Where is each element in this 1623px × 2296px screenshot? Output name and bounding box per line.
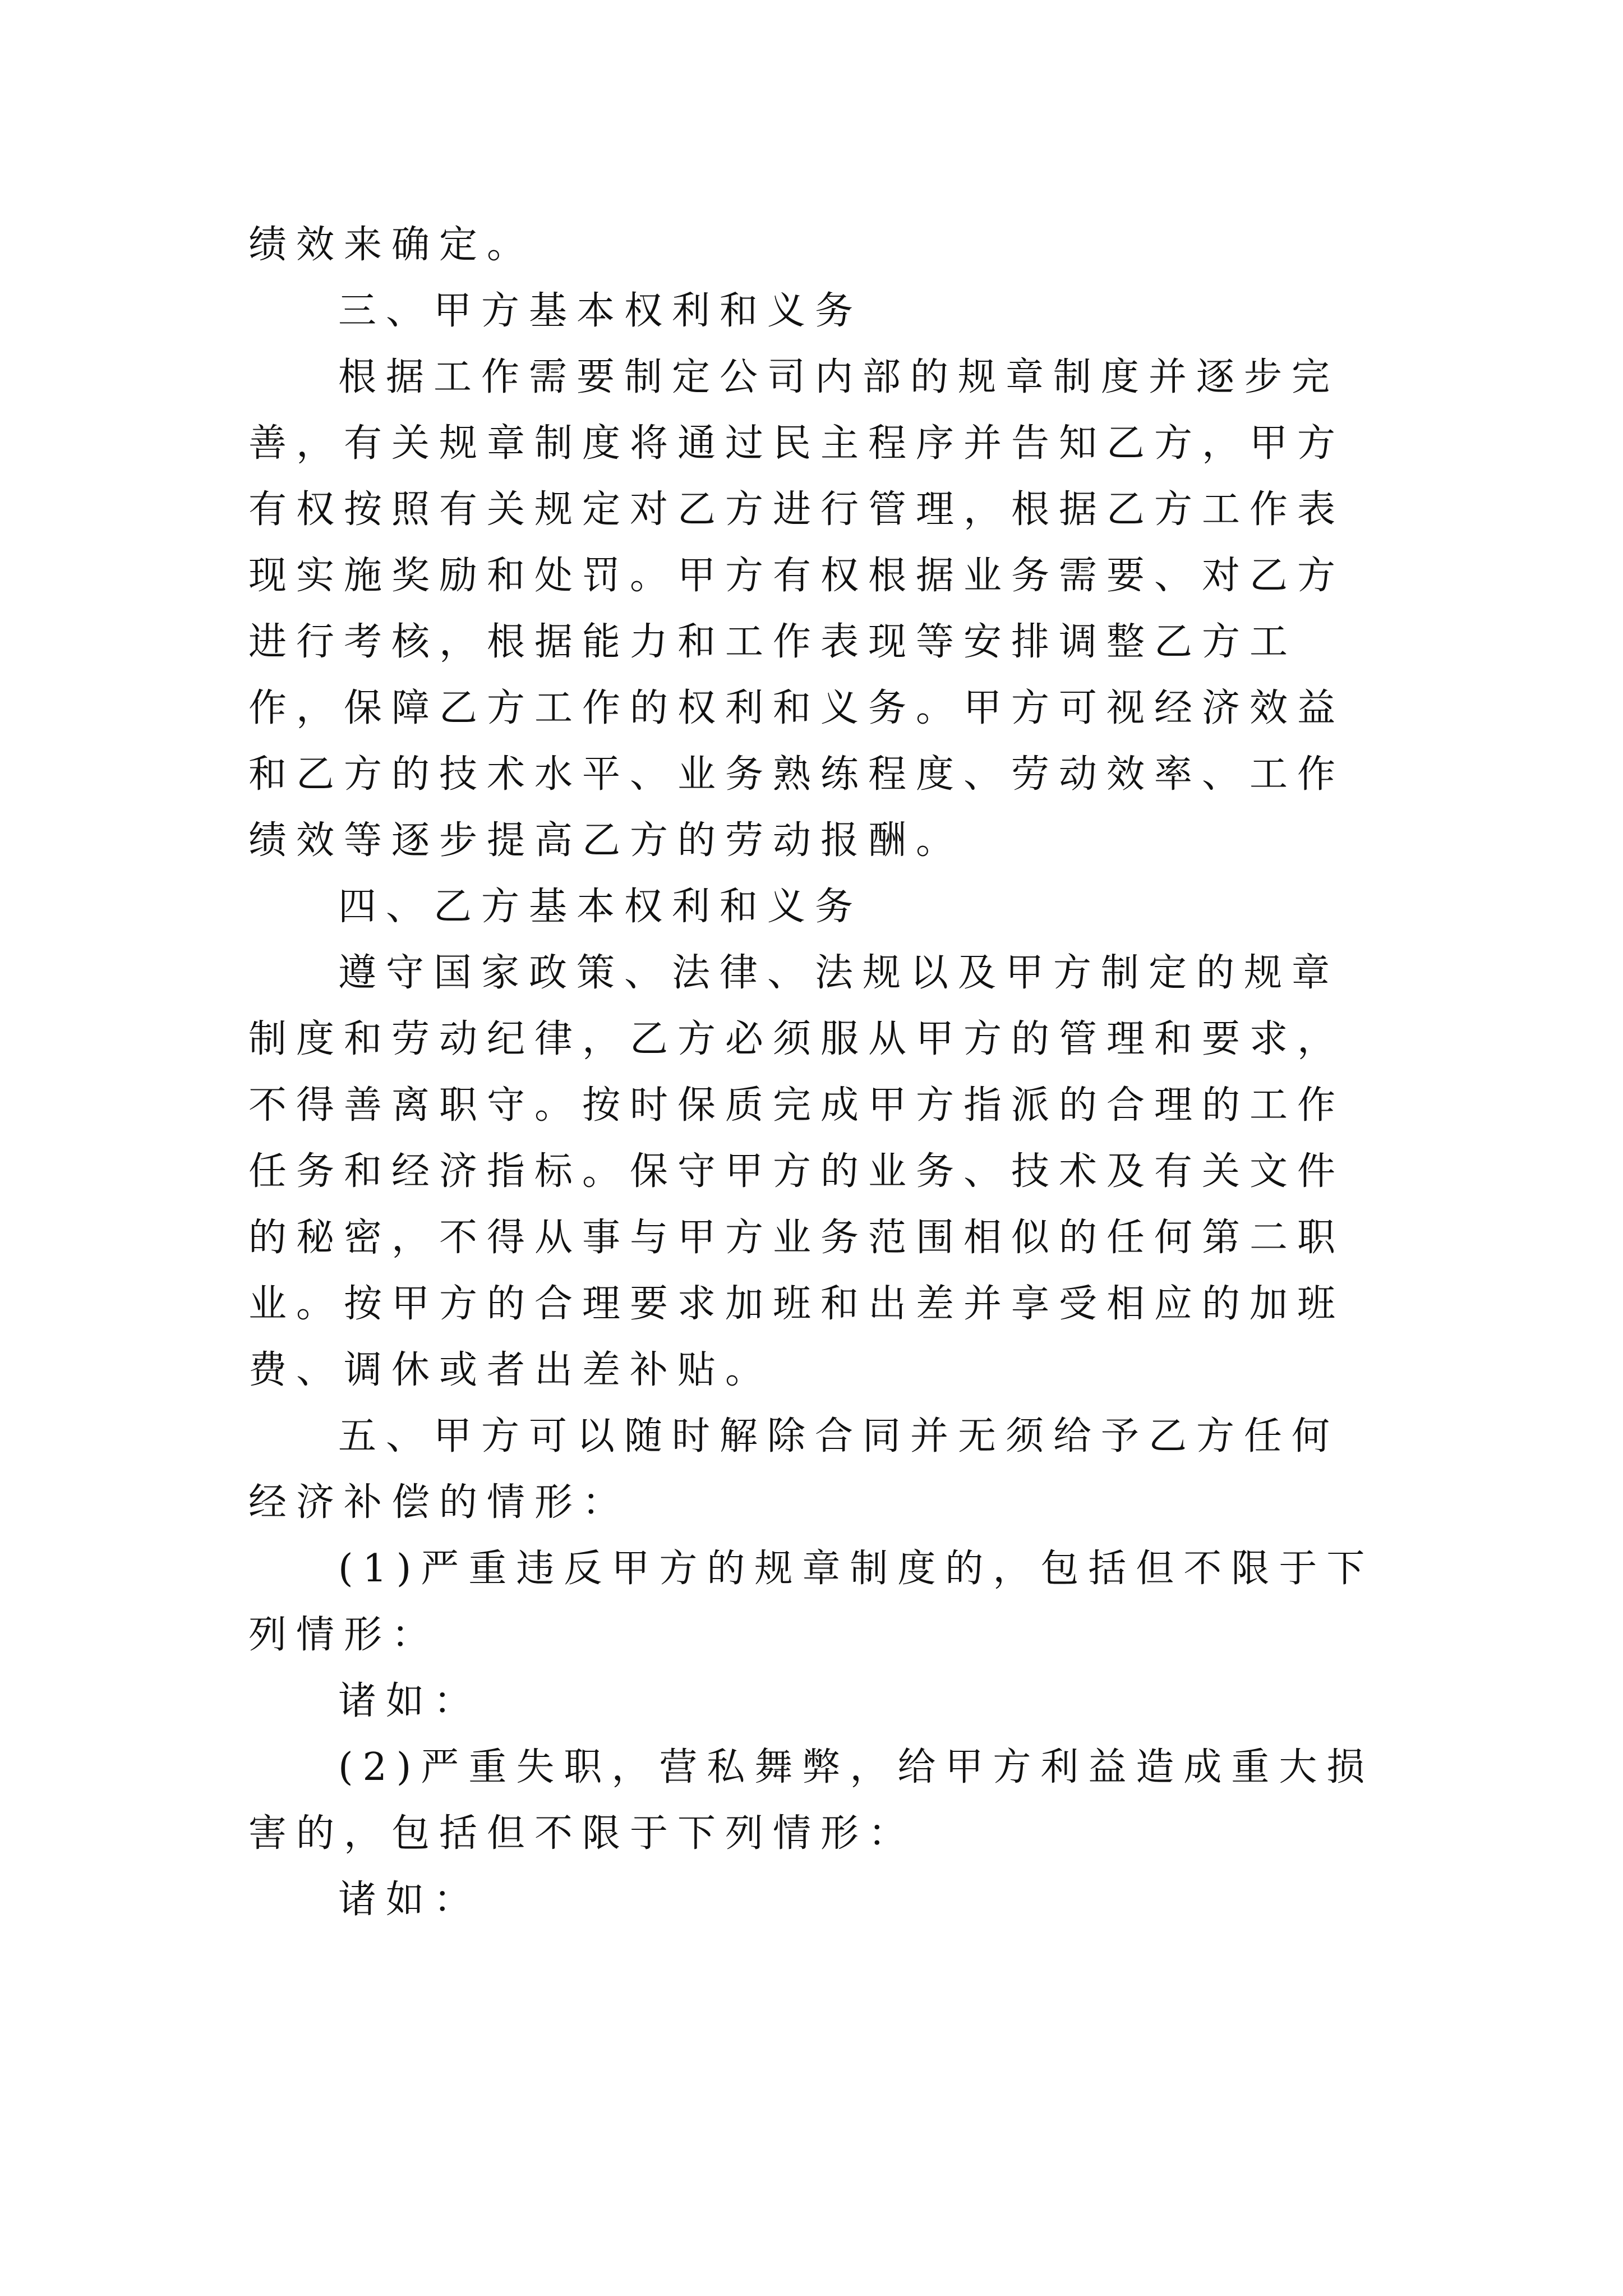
section-heading-3: 三、甲方基本权利和义务 <box>338 289 863 333</box>
example-label-1: 诸如： <box>338 1679 482 1723</box>
list-item-1: (1)严重违反甲方的规章制度的，包括但不限于下列情形： <box>248 1547 1375 1657</box>
section-heading-5: 五、甲方可以随时解除合同并无须给予乙方任何经济补偿的情形： <box>248 1414 1340 1525</box>
paragraph-employer-rights: 根据工作需要制定公司内部的规章制度并逐步完善，有关规章制度将通过民主程序并告知乙方，甲方有权按照有关规定对乙方进行管理，根据乙方工作表现实施奖励和处罚。甲方有权根据业务需要、对乙方进行考核，根据能力和工作表现等安排调整乙方工作，保障乙方工作的权利和义务。甲方可视经济效益和乙方的技术水平、业务熟练程度、劳动效率、工作绩效等逐步提高乙方的劳动报酬。 <box>248 355 1345 863</box>
paragraph-employee-rights: 遵守国家政策、法律、法规以及甲方制定的规章制度和劳动纪律，乙方必须服从甲方的管理和要求，不得善离职守。按时保质完成甲方指派的合理的工作任务和经济指标。保守甲方的业务、技术及有关文件的秘密，不得从事与甲方业务范围相似的任何第二职业。按甲方的合理要求加班和出差并享受相应的加班费、调休或者出差补贴。 <box>248 951 1345 1392</box>
list-item-2: (2)严重失职，营私舞弊，给甲方利益造成重大损害的，包括但不限于下列情形： <box>248 1745 1375 1856</box>
paragraph-continuation: 绩效来确定。 <box>248 223 535 267</box>
document-body <box>248 212 1381 1933</box>
example-label-2: 诸如： <box>338 1878 482 1922</box>
section-heading-4: 四、乙方基本权利和义务 <box>338 885 863 929</box>
